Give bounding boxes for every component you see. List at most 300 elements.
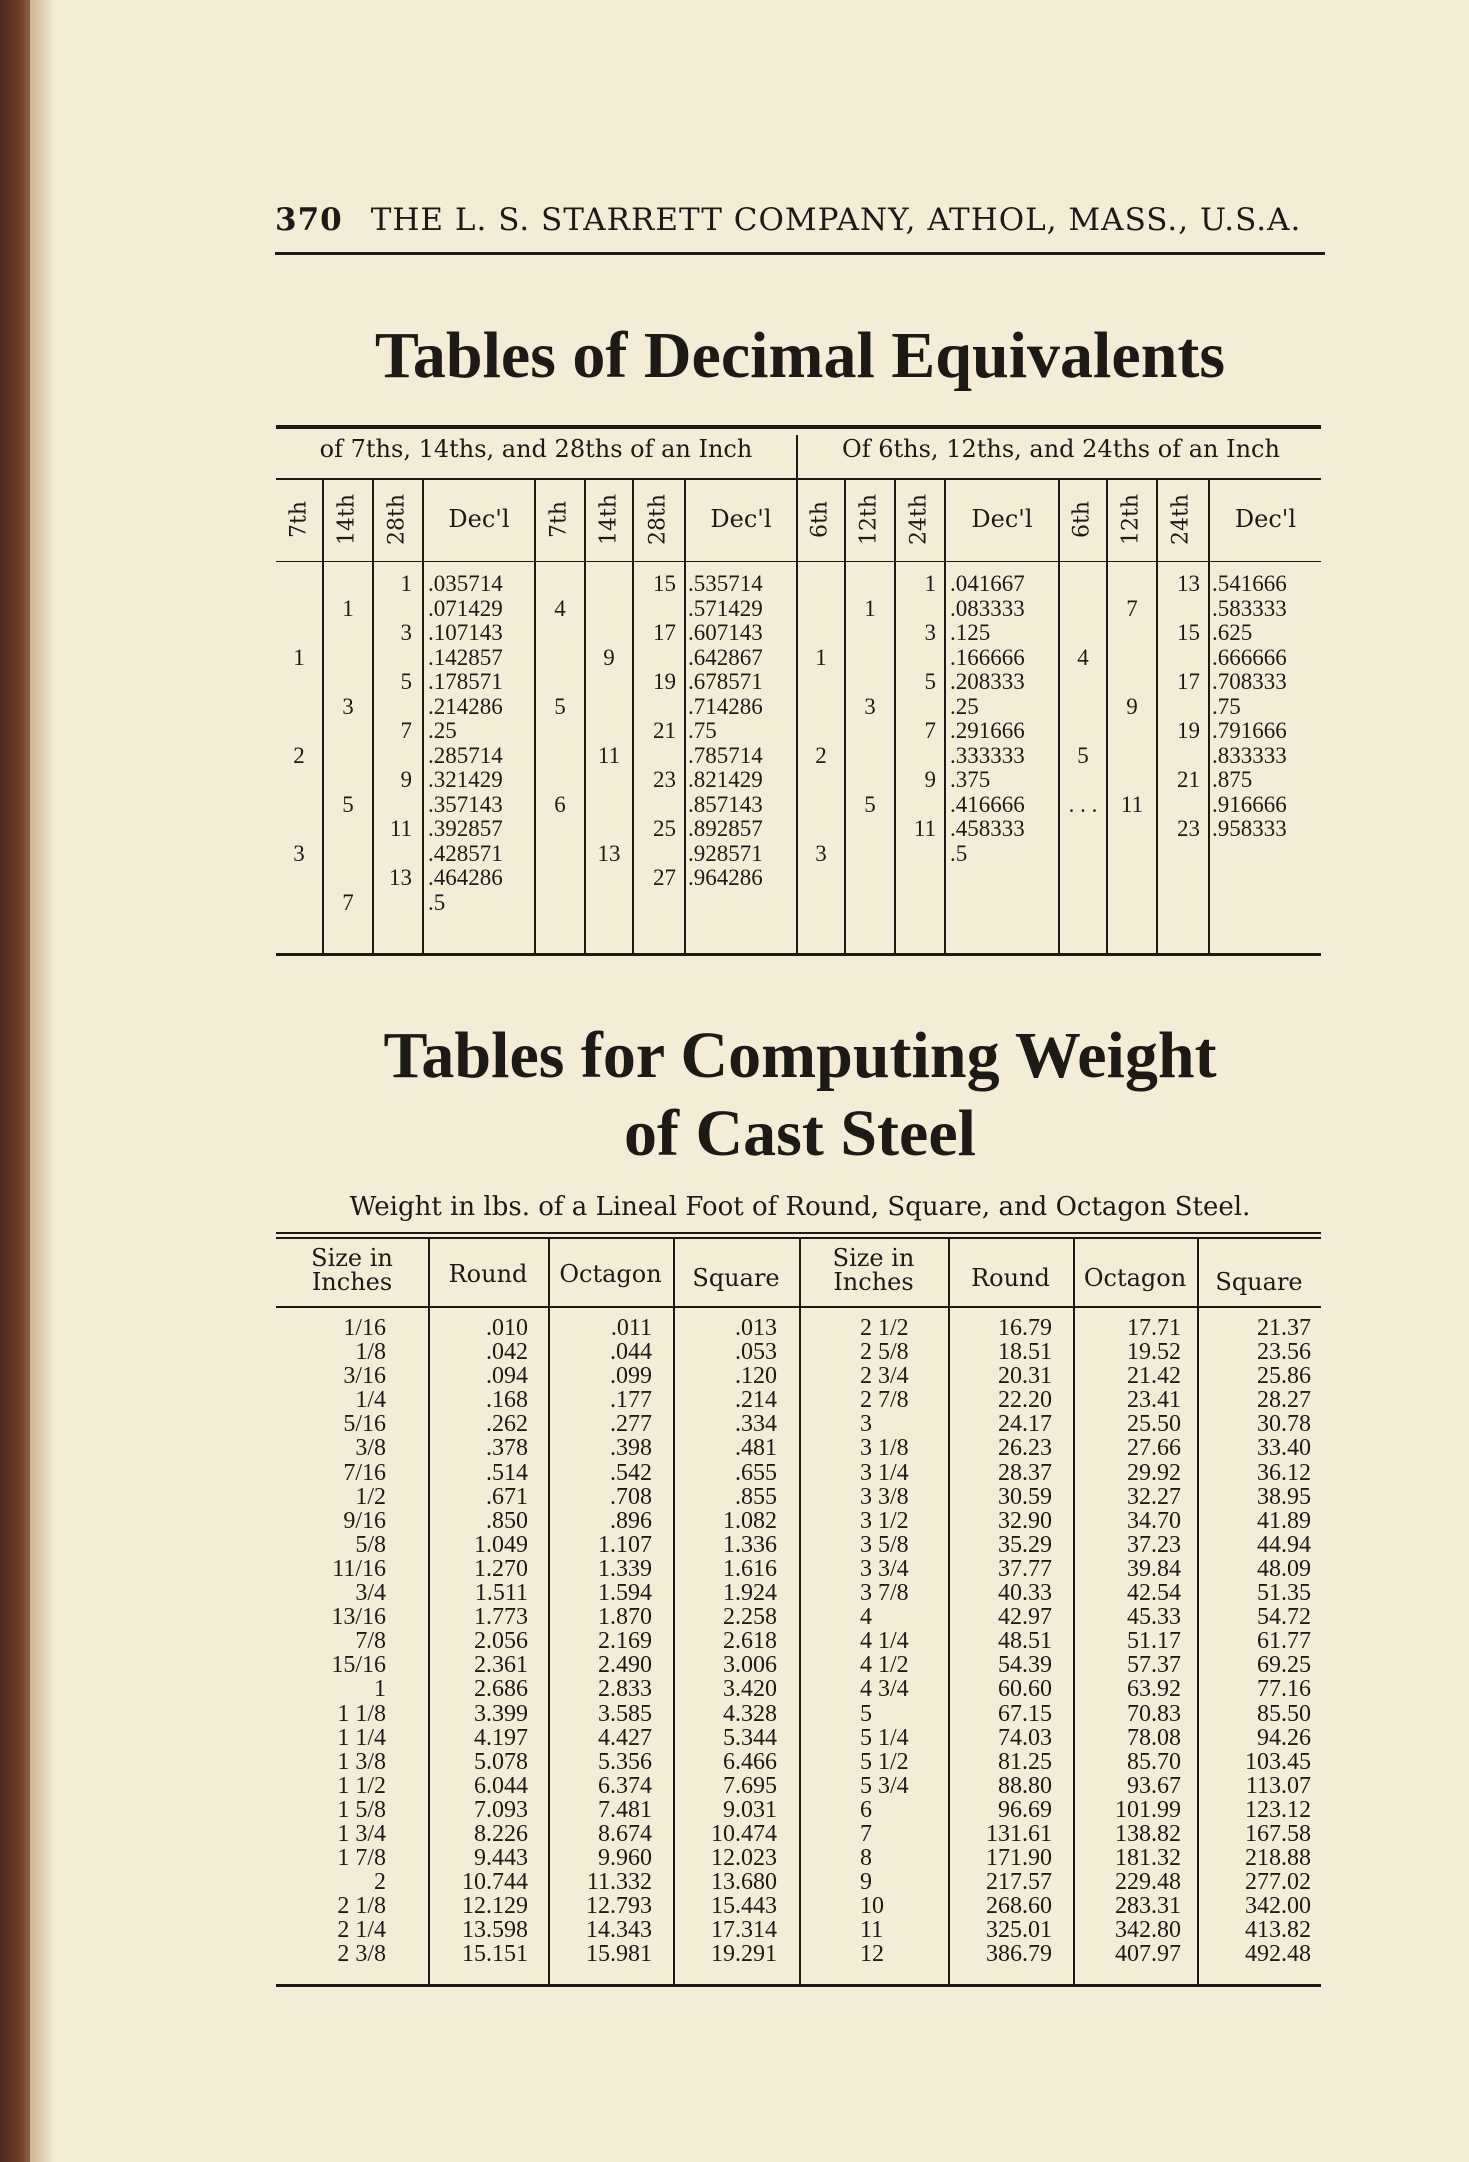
table-cell: .333333 bbox=[950, 742, 1025, 768]
table-cell bbox=[1060, 768, 1106, 793]
table-cell bbox=[1060, 719, 1106, 744]
table-cell: 6.466 bbox=[723, 1748, 777, 1775]
table-cell: 9.031 bbox=[723, 1796, 777, 1823]
table-cell: 24.17 bbox=[998, 1411, 1052, 1438]
col-divider bbox=[944, 480, 946, 953]
table-cell: .010 bbox=[486, 1315, 528, 1341]
table-cell bbox=[1060, 817, 1106, 842]
table-cell: 10.474 bbox=[711, 1820, 777, 1847]
col-14th-b bbox=[586, 572, 632, 891]
table-cell: 15.151 bbox=[462, 1941, 528, 1968]
table-cell: 3 3/8 bbox=[860, 1483, 909, 1510]
table-cell: 93.67 bbox=[1127, 1772, 1181, 1799]
table-cell: 4 bbox=[860, 1604, 872, 1631]
table-cell: 5 bbox=[554, 693, 566, 719]
table-cell: 2.056 bbox=[474, 1628, 528, 1655]
table-cell bbox=[536, 817, 584, 842]
table-cell bbox=[1158, 597, 1200, 622]
table-cell bbox=[1060, 572, 1106, 597]
col-decimal-a bbox=[428, 572, 532, 915]
table-cell bbox=[374, 842, 412, 867]
table-cell: 2 7/8 bbox=[860, 1387, 909, 1414]
table-cell: 74.03 bbox=[998, 1724, 1052, 1751]
table-cell bbox=[634, 793, 676, 818]
col-24th-b bbox=[1158, 572, 1200, 866]
table-cell: .821429 bbox=[688, 767, 763, 792]
table-cell: .178571 bbox=[428, 669, 503, 694]
table-cell: 3 7/8 bbox=[860, 1580, 909, 1607]
table-cell: 67.15 bbox=[998, 1700, 1052, 1727]
table-cell: 13 bbox=[1177, 571, 1200, 596]
table-cell: 113.07 bbox=[1245, 1772, 1311, 1799]
header-decimal: Dec'l bbox=[710, 505, 772, 533]
table-cell: .125 bbox=[950, 620, 991, 645]
table-cell: .481 bbox=[735, 1435, 777, 1462]
table-cell: 3/16 bbox=[343, 1363, 386, 1390]
table-cell: 7 bbox=[400, 718, 412, 743]
table-cell: .5 bbox=[950, 840, 968, 866]
table-cell: 15 bbox=[653, 571, 676, 596]
table-cell: .011 bbox=[610, 1315, 652, 1341]
table-cell: 4 bbox=[554, 595, 566, 621]
table-cell: .375 bbox=[950, 767, 991, 792]
table-cell: 3 bbox=[864, 693, 876, 719]
header-28th: 28th bbox=[645, 494, 671, 546]
table-cell: .571429 bbox=[688, 595, 763, 621]
table-cell bbox=[324, 621, 372, 646]
table-cell: 413.82 bbox=[1245, 1917, 1311, 1944]
table-cell: 39.84 bbox=[1127, 1555, 1181, 1582]
table-cell: 123.12 bbox=[1245, 1796, 1311, 1823]
table-cell: 1/2 bbox=[355, 1483, 386, 1510]
table-cell: .514 bbox=[486, 1459, 528, 1486]
table-cell bbox=[798, 768, 844, 793]
table-cell: 28.27 bbox=[1257, 1387, 1311, 1414]
table-cell bbox=[276, 866, 322, 891]
table-cell bbox=[896, 646, 936, 671]
table-cell: 42.97 bbox=[998, 1604, 1052, 1631]
table-cell: .177 bbox=[610, 1387, 652, 1414]
table-cell: 19 bbox=[653, 669, 676, 694]
table-cell: 18.51 bbox=[998, 1339, 1052, 1366]
col-size-right bbox=[860, 1316, 948, 1967]
table-cell bbox=[1060, 621, 1106, 646]
table-cell: 23.41 bbox=[1127, 1387, 1181, 1414]
table-cell: .285714 bbox=[428, 742, 503, 768]
table-cell: 1.870 bbox=[598, 1604, 652, 1631]
table-cell: 37.23 bbox=[1127, 1531, 1181, 1558]
table-cell: 181.32 bbox=[1115, 1845, 1181, 1872]
table-cell: 342.80 bbox=[1115, 1917, 1181, 1944]
table-cell bbox=[896, 842, 936, 867]
table-cell bbox=[1108, 621, 1156, 646]
table-cell: .25 bbox=[950, 693, 979, 719]
table-cell: 2.686 bbox=[474, 1676, 528, 1703]
header-6th: 6th bbox=[807, 501, 833, 539]
table-cell bbox=[324, 572, 372, 597]
table-cell: 268.60 bbox=[986, 1893, 1052, 1920]
table-cell: 25 bbox=[653, 816, 676, 841]
table-cell: 6 bbox=[554, 791, 566, 817]
table-cell: 4 1/2 bbox=[860, 1652, 909, 1679]
table-cell: 1 3/4 bbox=[337, 1820, 386, 1847]
title-cast-steel: of Cast Steel bbox=[624, 1097, 976, 1170]
table-cell: 13/16 bbox=[331, 1604, 386, 1631]
table-cell: . . . bbox=[1068, 791, 1098, 817]
table-cell: 325.01 bbox=[986, 1917, 1052, 1944]
table-cell bbox=[1060, 695, 1106, 720]
table-cell: 10.744 bbox=[462, 1869, 528, 1896]
table-cell: 11 bbox=[1120, 791, 1144, 817]
col-7th-b bbox=[536, 572, 584, 891]
table-cell bbox=[276, 670, 322, 695]
table-cell: 88.80 bbox=[998, 1772, 1052, 1799]
table-cell: 27.66 bbox=[1127, 1435, 1181, 1462]
table-cell: .541666 bbox=[1212, 571, 1287, 596]
table-cell: 16.79 bbox=[998, 1315, 1052, 1341]
table-cell: 217.57 bbox=[986, 1869, 1052, 1896]
table-cell bbox=[276, 695, 322, 720]
table-cell: 3.420 bbox=[723, 1676, 777, 1703]
table-cell: 15/16 bbox=[331, 1652, 386, 1679]
table-cell bbox=[586, 670, 632, 695]
table-cell: 9.960 bbox=[598, 1845, 652, 1872]
table-cell bbox=[276, 597, 322, 622]
table-cell: .291666 bbox=[950, 718, 1025, 743]
table-cell: 3.399 bbox=[474, 1700, 528, 1727]
table-cell: .850 bbox=[486, 1507, 528, 1534]
table-cell bbox=[586, 817, 632, 842]
table-cell: 2 3/4 bbox=[860, 1363, 909, 1390]
table-cell: .896 bbox=[610, 1507, 652, 1534]
table-cell: .642867 bbox=[688, 644, 763, 670]
table-cell: 9 bbox=[924, 767, 936, 792]
table-cell: 7 bbox=[924, 718, 936, 743]
table-cell: 17.314 bbox=[711, 1917, 777, 1944]
table-cell: 2.618 bbox=[723, 1628, 777, 1655]
table-cell: 25.50 bbox=[1127, 1411, 1181, 1438]
table-cell: .607143 bbox=[688, 620, 763, 645]
table-cell: .071429 bbox=[428, 595, 503, 621]
table-cell: 9 bbox=[603, 644, 615, 670]
left-group-heading: of 7ths, 14ths, and 28ths of an Inch bbox=[319, 435, 753, 463]
table-cell bbox=[1060, 842, 1106, 867]
col-14th-a bbox=[324, 572, 372, 915]
table-cell bbox=[896, 695, 936, 720]
table-cell: 29.92 bbox=[1127, 1459, 1181, 1486]
table-cell bbox=[586, 793, 632, 818]
table-cell bbox=[798, 670, 844, 695]
table-cell bbox=[1060, 670, 1106, 695]
table-cell: 61.77 bbox=[1257, 1628, 1311, 1655]
table-cell: 2 bbox=[374, 1869, 386, 1896]
table-bottom-rule bbox=[276, 1984, 1321, 1987]
table-top-rule bbox=[276, 425, 1321, 429]
table-cell: 17 bbox=[1177, 669, 1200, 694]
table-cell bbox=[1108, 744, 1156, 769]
table-cell: 4.197 bbox=[474, 1724, 528, 1751]
table-cell: 54.72 bbox=[1257, 1604, 1311, 1631]
table-cell: .262 bbox=[486, 1411, 528, 1438]
table-cell: 12.793 bbox=[586, 1893, 652, 1920]
table-cell: .321429 bbox=[428, 767, 503, 792]
table-cell: 9 bbox=[860, 1869, 872, 1896]
header-round: Round bbox=[448, 1260, 528, 1288]
table-cell: 33.40 bbox=[1257, 1435, 1311, 1462]
table-cell: 1 1/2 bbox=[337, 1772, 386, 1799]
table-cell: 2.258 bbox=[723, 1604, 777, 1631]
table-cell: 19 bbox=[1177, 718, 1200, 743]
table-cell: 101.99 bbox=[1115, 1796, 1181, 1823]
table-cell bbox=[846, 768, 894, 793]
table-cell: 44.94 bbox=[1257, 1531, 1311, 1558]
table-cell bbox=[634, 597, 676, 622]
table-cell: 1.270 bbox=[474, 1555, 528, 1582]
table-cell bbox=[536, 621, 584, 646]
table-cell: 1 bbox=[374, 1676, 386, 1703]
table-cell: 5 3/4 bbox=[860, 1772, 909, 1799]
table-cell: 277.02 bbox=[1245, 1869, 1311, 1896]
table-cell: 2.169 bbox=[598, 1628, 652, 1655]
table-cell: .714286 bbox=[688, 693, 763, 719]
table-cell: .464286 bbox=[428, 865, 503, 890]
table-cell: 1 7/8 bbox=[337, 1845, 386, 1872]
col-12th-a bbox=[846, 572, 894, 866]
table-cell: 34.70 bbox=[1127, 1507, 1181, 1534]
table-cell: 96.69 bbox=[998, 1796, 1052, 1823]
table-cell bbox=[1060, 597, 1106, 622]
table-cell: 11 bbox=[913, 816, 936, 841]
table-cell: 3 bbox=[342, 693, 354, 719]
table-cell: 12 bbox=[860, 1941, 884, 1968]
table-cell bbox=[1108, 768, 1156, 793]
table-cell: 1 bbox=[864, 595, 876, 621]
table-cell bbox=[1158, 793, 1200, 818]
col-divider bbox=[684, 480, 686, 953]
table-cell: 25.86 bbox=[1257, 1363, 1311, 1390]
table-cell bbox=[586, 768, 632, 793]
table-cell: 13.598 bbox=[462, 1917, 528, 1944]
table-cell: 5/16 bbox=[343, 1411, 386, 1438]
table-cell: 3 1/2 bbox=[860, 1507, 909, 1534]
table-cell: 171.90 bbox=[986, 1845, 1052, 1872]
table-cell: 13 bbox=[389, 865, 412, 890]
table-cell: 48.51 bbox=[998, 1628, 1052, 1655]
table-cell: 20.31 bbox=[998, 1363, 1052, 1390]
table-cell: .916666 bbox=[1212, 791, 1287, 817]
table-cell: 40.33 bbox=[998, 1580, 1052, 1607]
table-top-rule bbox=[276, 1232, 1321, 1234]
table-cell: .666666 bbox=[1212, 644, 1287, 670]
table-cell: 2 bbox=[815, 742, 827, 768]
table-cell bbox=[324, 842, 372, 867]
table-cell bbox=[846, 817, 894, 842]
table-cell: 2 5/8 bbox=[860, 1339, 909, 1366]
table-cell bbox=[324, 719, 372, 744]
table-cell bbox=[536, 768, 584, 793]
table-cell: .044 bbox=[610, 1339, 652, 1366]
table-cell bbox=[896, 793, 936, 818]
table-cell: 11 bbox=[389, 816, 412, 841]
table-cell bbox=[374, 646, 412, 671]
table-cell bbox=[1108, 817, 1156, 842]
table-cell: .357143 bbox=[428, 791, 503, 817]
header-6th: 6th bbox=[1069, 501, 1095, 539]
table-cell: 3 bbox=[293, 840, 305, 866]
table-cell: 7/16 bbox=[343, 1459, 386, 1486]
table-cell: .958333 bbox=[1212, 816, 1287, 841]
header-12th: 12th bbox=[856, 494, 882, 546]
header-octagon: Octagon bbox=[1083, 1264, 1187, 1292]
col-divider bbox=[799, 1238, 801, 1984]
table-cell: 5 bbox=[1077, 742, 1089, 768]
table-cell bbox=[798, 621, 844, 646]
table-cell: 1 1/4 bbox=[337, 1724, 386, 1751]
table-cell: 9 bbox=[400, 767, 412, 792]
table-cell: 94.26 bbox=[1257, 1724, 1311, 1751]
table-cell: .120 bbox=[735, 1363, 777, 1390]
table-cell: 11/16 bbox=[332, 1555, 386, 1582]
table-cell: .099 bbox=[610, 1363, 652, 1390]
table-cell: 11 bbox=[860, 1917, 884, 1944]
table-cell: 492.48 bbox=[1245, 1941, 1311, 1968]
table-cell: 45.33 bbox=[1127, 1604, 1181, 1631]
table-cell: 167.58 bbox=[1245, 1820, 1311, 1847]
table-cell: .678571 bbox=[688, 669, 763, 694]
table-cell: 2 1/2 bbox=[860, 1315, 909, 1341]
table-cell: 7 bbox=[1126, 595, 1138, 621]
table-cell: .892857 bbox=[688, 816, 763, 841]
table-cell bbox=[536, 719, 584, 744]
table-cell bbox=[798, 695, 844, 720]
col-decimal-a bbox=[950, 572, 1056, 866]
col-square-right bbox=[1197, 1316, 1311, 1967]
page-number: 370 bbox=[275, 202, 343, 238]
table-cell: 2.833 bbox=[598, 1676, 652, 1703]
header-round: Round bbox=[971, 1264, 1050, 1292]
header-size-inches: Size in Inches bbox=[311, 1244, 393, 1296]
table-cell bbox=[1158, 695, 1200, 720]
table-cell: 32.90 bbox=[998, 1507, 1052, 1534]
table-cell: 35.29 bbox=[998, 1531, 1052, 1558]
table-cell: .094 bbox=[486, 1363, 528, 1390]
running-head bbox=[275, 202, 1301, 238]
table-cell: 51.17 bbox=[1127, 1628, 1181, 1655]
table-cell bbox=[1108, 646, 1156, 671]
weight-subtitle: Weight in lbs. of a Lineal Foot of Round, Square, and Octagon Steel. bbox=[349, 1192, 1251, 1222]
header-decimal: Dec'l bbox=[971, 505, 1033, 533]
table-cell: 8.226 bbox=[474, 1820, 528, 1847]
table-cell: 78.08 bbox=[1127, 1724, 1181, 1751]
table-cell bbox=[896, 744, 936, 769]
header-decimal: Dec'l bbox=[448, 505, 510, 533]
table-cell: 7.695 bbox=[723, 1772, 777, 1799]
cast-steel-weight-table bbox=[276, 1232, 1321, 1992]
table-cell bbox=[536, 646, 584, 671]
table-cell: 3 bbox=[860, 1411, 872, 1438]
table-cell: 54.39 bbox=[998, 1652, 1052, 1679]
table-cell bbox=[1108, 572, 1156, 597]
table-cell: .791666 bbox=[1212, 718, 1287, 743]
table-cell: 3 1/4 bbox=[860, 1459, 909, 1486]
table-cell bbox=[536, 670, 584, 695]
header-octagon: Octagon bbox=[559, 1260, 662, 1288]
header-size-inches: Size in Inches bbox=[832, 1244, 915, 1296]
table-cell: 5 bbox=[400, 669, 412, 694]
table-cell: 26.23 bbox=[998, 1435, 1052, 1462]
col-octagon-right bbox=[1073, 1316, 1181, 1967]
table-cell: .398 bbox=[610, 1435, 652, 1462]
table-cell bbox=[798, 817, 844, 842]
table-cell: .378 bbox=[486, 1435, 528, 1462]
table-cell: 6 bbox=[860, 1796, 872, 1823]
table-cell: 10 bbox=[860, 1893, 884, 1920]
table-cell bbox=[846, 621, 894, 646]
table-cell: .928571 bbox=[688, 840, 763, 866]
table-cell: 23 bbox=[1177, 816, 1200, 841]
running-head-text: THE L. S. STARRETT COMPANY, ATHOL, MASS., U.S.A. bbox=[370, 202, 1302, 238]
table-cell: .041667 bbox=[950, 571, 1025, 596]
header-14th: 14th bbox=[334, 494, 360, 546]
table-cell: 4 1/4 bbox=[860, 1628, 909, 1655]
table-cell bbox=[586, 621, 632, 646]
table-cell: 1 5/8 bbox=[337, 1796, 386, 1823]
table-cell: 2 1/8 bbox=[337, 1893, 386, 1920]
table-cell bbox=[324, 817, 372, 842]
table-cell: 17.71 bbox=[1127, 1315, 1181, 1341]
table-cell bbox=[536, 866, 584, 891]
table-cell: 27 bbox=[653, 865, 676, 890]
col-6th-b bbox=[1060, 572, 1106, 866]
table-cell bbox=[1158, 646, 1200, 671]
table-cell bbox=[1158, 842, 1200, 867]
header-square: Square bbox=[1215, 1268, 1303, 1296]
table-cell: 8.674 bbox=[598, 1820, 652, 1847]
table-cell: 1 bbox=[815, 644, 827, 670]
table-cell: .5 bbox=[428, 889, 446, 915]
table-cell bbox=[276, 793, 322, 818]
table-cell bbox=[374, 597, 412, 622]
table-cell: 14.343 bbox=[586, 1917, 652, 1944]
table-cell bbox=[798, 793, 844, 818]
table-cell bbox=[798, 719, 844, 744]
table-cell bbox=[324, 866, 372, 891]
table-cell: 1/8 bbox=[355, 1339, 386, 1366]
table-cell: 4 bbox=[1077, 644, 1089, 670]
table-cell bbox=[374, 695, 412, 720]
decimal-equivalents-table bbox=[276, 425, 1321, 957]
table-cell: 1.049 bbox=[474, 1531, 528, 1558]
table-cell: .214 bbox=[735, 1387, 777, 1414]
table-cell: 3.585 bbox=[598, 1700, 652, 1727]
table-cell: 5 bbox=[924, 669, 936, 694]
table-cell: .833333 bbox=[1212, 742, 1287, 768]
table-cell bbox=[1108, 719, 1156, 744]
col-28th-b bbox=[634, 572, 676, 891]
table-cell: 2 1/4 bbox=[337, 1917, 386, 1944]
table-cell bbox=[634, 695, 676, 720]
table-cell: 1 bbox=[293, 644, 305, 670]
table-cell bbox=[1158, 744, 1200, 769]
table-cell: 30.78 bbox=[1257, 1411, 1311, 1438]
table-cell: 60.60 bbox=[998, 1676, 1052, 1703]
table-cell: 21 bbox=[1177, 767, 1200, 792]
table-cell: .334 bbox=[735, 1411, 777, 1438]
col-size-left bbox=[276, 1316, 386, 1967]
table-cell: 1 bbox=[400, 571, 412, 596]
table-cell: .583333 bbox=[1212, 595, 1287, 621]
col-7th-a bbox=[276, 572, 322, 915]
